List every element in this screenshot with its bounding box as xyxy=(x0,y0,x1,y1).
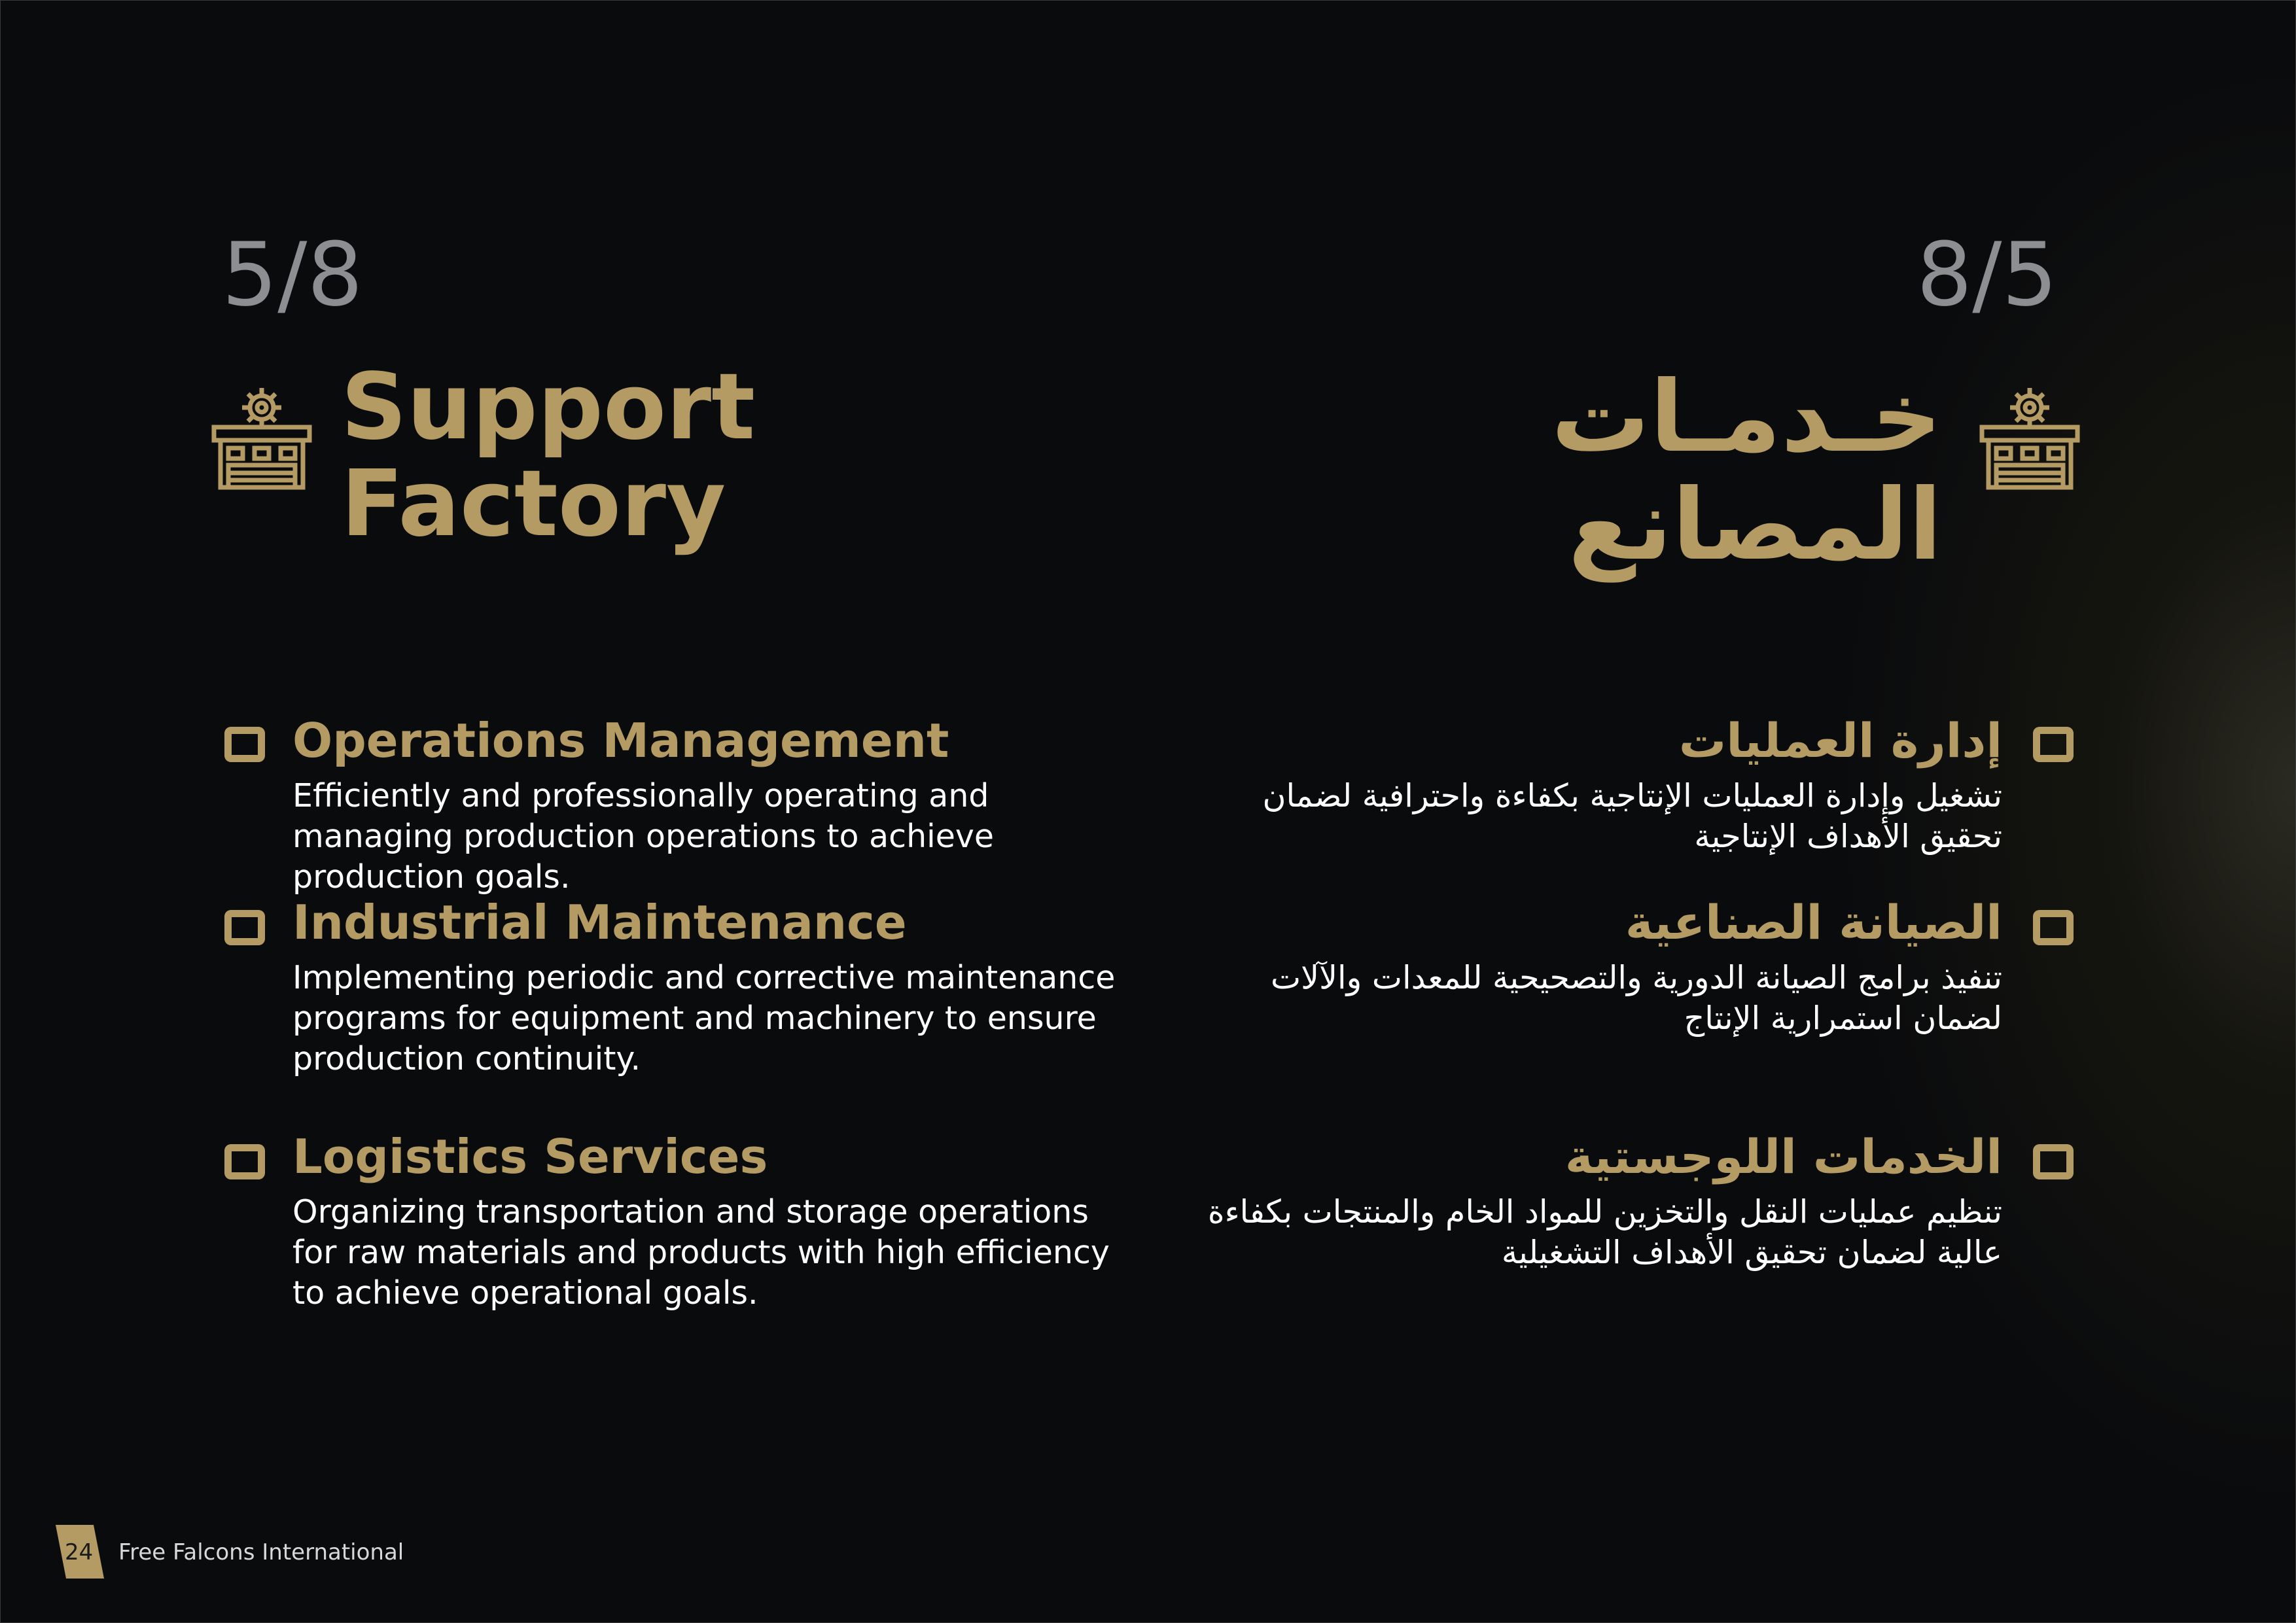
section-description: تشغيل وإدارة العمليات الإنتاجية بكفاءة واحترافية لضمان تحقيق الأهداف الإنتاجية xyxy=(1262,777,2002,856)
section-description: Implementing periodic and corrective maintenance programs for equipment and machinery to ensure production continuity. xyxy=(292,959,1116,1078)
title-ar-line2: المصانع xyxy=(1568,468,1942,582)
section-operations-ar xyxy=(1184,715,2002,857)
title-en-line1: Support xyxy=(341,354,756,461)
title-ar-line1: خـدمـات xyxy=(1551,360,1942,474)
section-logistics-ar xyxy=(1184,1131,2002,1273)
fraction-en: 5/8 xyxy=(222,224,363,326)
section-description: Organizing transportation and storage operations for raw materials and products with high efficiency to achieve operational goals. xyxy=(292,1193,1110,1312)
section-heading: إدارة العمليات xyxy=(1678,713,2002,768)
section-description: تنفيذ برامج الصيانة الدورية والتصحيحية للمعدات والآلات لضمان استمرارية الإنتاج xyxy=(1271,959,2002,1038)
section-heading: الصيانة الصناعية xyxy=(1625,895,2002,950)
bullet-box-icon xyxy=(2033,1144,2074,1179)
bullet-box-icon xyxy=(224,1144,265,1179)
bullet-box-icon xyxy=(2033,910,2074,945)
section-heading: Industrial Maintenance xyxy=(292,895,907,950)
section-operations-en xyxy=(292,715,1123,898)
bullet-box-icon xyxy=(224,727,265,762)
section-maintenance-ar xyxy=(1184,897,2002,1039)
section-description: Efficiently and professionally operating and managing production operations to achieve production goals. xyxy=(292,777,995,896)
page-number: 24 xyxy=(65,1539,94,1565)
title-en xyxy=(341,354,756,557)
title-en-line2: Factory xyxy=(341,451,726,557)
section-maintenance-en xyxy=(292,897,1123,1079)
section-heading: Logistics Services xyxy=(292,1129,768,1184)
section-description: تنظيم عمليات النقل والتخزين للمواد الخام والمنتجات بكفاءة عالية لضمان تحقيق الأهداف التشغيلية xyxy=(1207,1193,2002,1272)
bullet-box-icon xyxy=(224,910,265,945)
company-name: Free Falcons International xyxy=(118,1539,404,1565)
bullet-box-icon xyxy=(2033,727,2074,762)
title-ar xyxy=(1551,360,1942,582)
factory-gear-icon xyxy=(1977,380,2083,491)
factory-gear-icon xyxy=(209,380,315,491)
section-heading: Operations Management xyxy=(292,713,949,768)
section-logistics-en xyxy=(292,1131,1123,1314)
section-heading: الخدمات اللوجستية xyxy=(1564,1129,2002,1184)
fraction-ar: 8/5 xyxy=(1916,224,2058,326)
